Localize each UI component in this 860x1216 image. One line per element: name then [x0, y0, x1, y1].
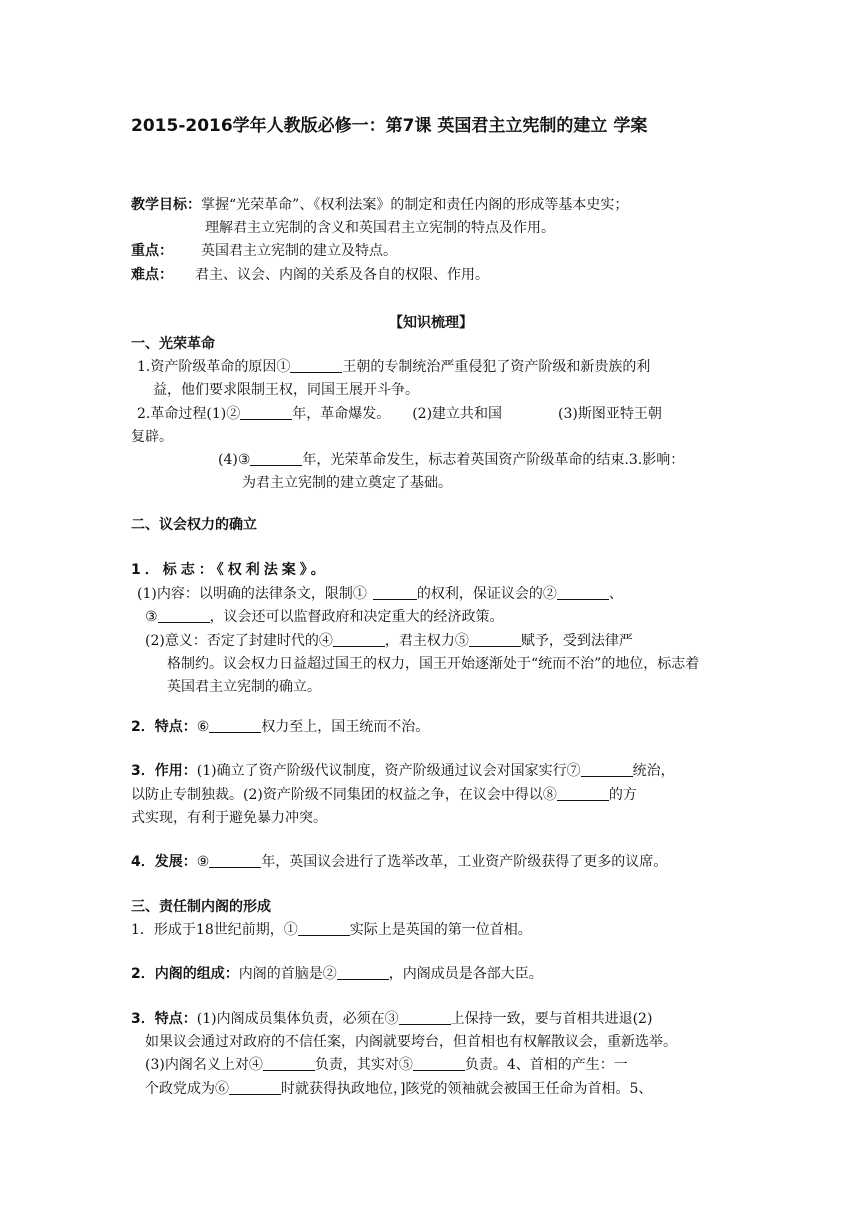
s2-p3-2a: 以防止专制独裁。(2)资产阶级不同集团的权益之争，在议会中得以⑧	[131, 787, 557, 803]
s2-sig-3: 英国君主立宪制的确立。	[167, 679, 321, 695]
s1-line-2: 益，他们要求限制王权，同国王展开斗争。	[153, 382, 419, 398]
diff-text: 君主、议会、内阁的关系及各自的权限、作用。	[195, 267, 489, 283]
s3-p2c: ，内阁成员是各部大臣。	[388, 966, 543, 982]
s1-l1b: 王朝的专制统治严重侵犯了资产阶级和新贵族的利	[342, 359, 651, 375]
s2-c1c: 、	[608, 586, 623, 602]
blank-s2-3[interactable]	[158, 608, 210, 623]
s2-sig-2: 格制约。议会权力日益超过国王的权力，国王开始逐渐处于“统而不治”的地位，标志着	[167, 656, 700, 672]
s1-l5a: (4)③	[218, 452, 251, 468]
s2-c1b: 的权利，保证议会的②	[416, 586, 557, 602]
s1-l3d: (3)斯图亚特王朝	[558, 406, 662, 422]
s2-sig-1	[145, 631, 633, 651]
diff-label: 难点：	[131, 267, 173, 283]
s3-p2b: 内阁的首脑是②	[238, 966, 337, 982]
s2-p2b: ⑥	[196, 719, 210, 735]
s3-p1	[131, 920, 532, 940]
blank-3[interactable]	[250, 451, 302, 466]
diff-line	[131, 265, 489, 285]
blank-s2-4[interactable]	[333, 632, 385, 647]
s2-p3-label: 3．作用：	[131, 763, 197, 779]
s2-p1-label: 1．标志：《权利法案》。	[131, 562, 329, 578]
s1-line-4: 复辟。	[131, 429, 173, 445]
s1-line-6: 为君主立宪制的建立奠定了基础。	[242, 475, 452, 491]
blank-s2-1[interactable]	[373, 585, 417, 600]
key-text: 英国君主立宪制的建立及特点。	[201, 243, 397, 259]
s3-p3-4	[145, 1079, 652, 1099]
blank-s3-3[interactable]	[399, 1010, 451, 1025]
s2-content-1	[137, 584, 623, 604]
s3-p3-2: 如果议会通过对政府的不信任案，内阁就要垮台，但首相也有权解散议会，重新选举。	[145, 1034, 677, 1050]
s3-p1b: 实际上是英国的第一位首相。	[349, 922, 532, 938]
s3-p3-4a: 个政党成为⑥	[145, 1081, 229, 1097]
s3-p3-3a: (3)内阁名义上对④	[145, 1057, 263, 1073]
s3-p3b: (1)内阁成员集体负责，必须在③	[196, 1011, 399, 1027]
s3-p2	[131, 964, 543, 984]
blank-s3-2[interactable]	[337, 965, 389, 980]
s2-p3-1	[131, 761, 675, 781]
s2-s1a: (2)意义：否定了封建时代的④	[145, 633, 333, 649]
key-label: 重点：	[131, 243, 173, 259]
s1-l1a: 1.资产阶级革命的原因①	[137, 359, 291, 375]
blank-s2-8[interactable]	[557, 786, 609, 801]
s2-p4-label: 4．发展：	[131, 854, 197, 870]
goals-label: 教学目标：	[131, 197, 201, 213]
s3-p3-3	[145, 1055, 628, 1075]
blank-s3-4[interactable]	[263, 1056, 315, 1071]
s2-c2b: ，议会还可以监督政府和决定重大的经济政策。	[209, 609, 504, 625]
s2-p3-2b: 的方	[608, 787, 637, 803]
goals-text-1: 掌握“光荣革命”、《权利法案》的制定和责任内阁的形成等基本史实；	[201, 197, 629, 213]
blank-s2-6[interactable]	[209, 718, 261, 733]
s2-p3c: 统治，	[632, 763, 675, 779]
blank-s2-5[interactable]	[469, 632, 521, 647]
blank-s2-2[interactable]	[557, 585, 609, 600]
blank-1[interactable]	[290, 358, 342, 373]
s3-p3c: 上保持一致，要与首相共进退(2)	[450, 1011, 653, 1027]
s3-p3-3b: 负责，其实对⑤	[314, 1057, 413, 1073]
blank-2[interactable]	[240, 405, 292, 420]
s3-p3-3c: 负责。4、首相的产生：一	[464, 1057, 628, 1073]
s2-s1b: ，君主权力⑤	[384, 633, 469, 649]
blank-s2-9[interactable]	[209, 853, 261, 868]
s1-l5b: 年，光荣革命发生，标志着英国资产阶级革命的结束.3.影响：	[302, 452, 685, 468]
s2-p2-label: 2．特点：	[131, 719, 197, 735]
blank-s2-7[interactable]	[581, 762, 633, 777]
s2-c1a: (1)内容：以明确的法律条文，限制①	[137, 586, 367, 602]
goals-text-2: 理解君主立宪制的含义和英国君主立宪制的特点及作用。	[205, 220, 555, 236]
s2-content-2	[145, 607, 504, 627]
key-line	[131, 241, 397, 261]
s3-p2-label: 2．内阁的组成：	[131, 966, 239, 982]
s2-p3-3: 式实现，有利于避免暴力冲突。	[131, 810, 327, 826]
s2-p3-2	[131, 785, 637, 805]
s1-line-3	[137, 404, 662, 424]
section-header: 【知识梳理】	[389, 315, 473, 331]
s2-c2a: ③	[145, 609, 158, 625]
blank-s3-6[interactable]	[229, 1080, 281, 1095]
s3-p3-4b: 时就获得执政地位，]陔党的领袖就会被国王任命为首相。5、	[281, 1081, 653, 1097]
goals-line-1	[131, 195, 628, 215]
s1-heading: 一、光荣革命	[131, 336, 215, 352]
s2-p4	[131, 852, 667, 872]
s2-p2c: 权力至上，国王统而不治。	[261, 719, 430, 735]
blank-s3-5[interactable]	[413, 1056, 465, 1071]
s1-line-1	[137, 357, 650, 377]
s2-p3b: (1)确立了资产阶级代议制度，资产阶级通过议会对国家实行⑦	[196, 763, 581, 779]
s1-l3a: 2.革命过程(1)②	[137, 406, 241, 422]
s3-heading: 三、责任制内阁的形成	[131, 899, 271, 915]
s2-s1c: 赋予，受到法律严	[520, 633, 633, 649]
s2-p4c: 年，英国议会进行了选举改革，工业资产阶级获得了更多的议席。	[261, 854, 668, 870]
s3-p3-label: 3．特点：	[131, 1011, 197, 1027]
s3-p1a: 1．形成于18世纪前期，①	[131, 922, 298, 938]
s2-p4b: ⑨	[196, 854, 210, 870]
s2-p2	[131, 717, 429, 737]
s1-l3c: (2)建立共和国	[412, 406, 503, 422]
blank-s3-1[interactable]	[298, 921, 350, 936]
s3-p3-1	[131, 1009, 652, 1029]
s1-l3b: 年，革命爆发。	[292, 406, 391, 422]
s2-heading: 二、议会权力的确立	[131, 517, 257, 533]
document-title: 2015-2016学年人教版必修一：第7课 英国君主立宪制的建立 学案	[131, 116, 648, 136]
s1-line-5	[218, 450, 684, 470]
